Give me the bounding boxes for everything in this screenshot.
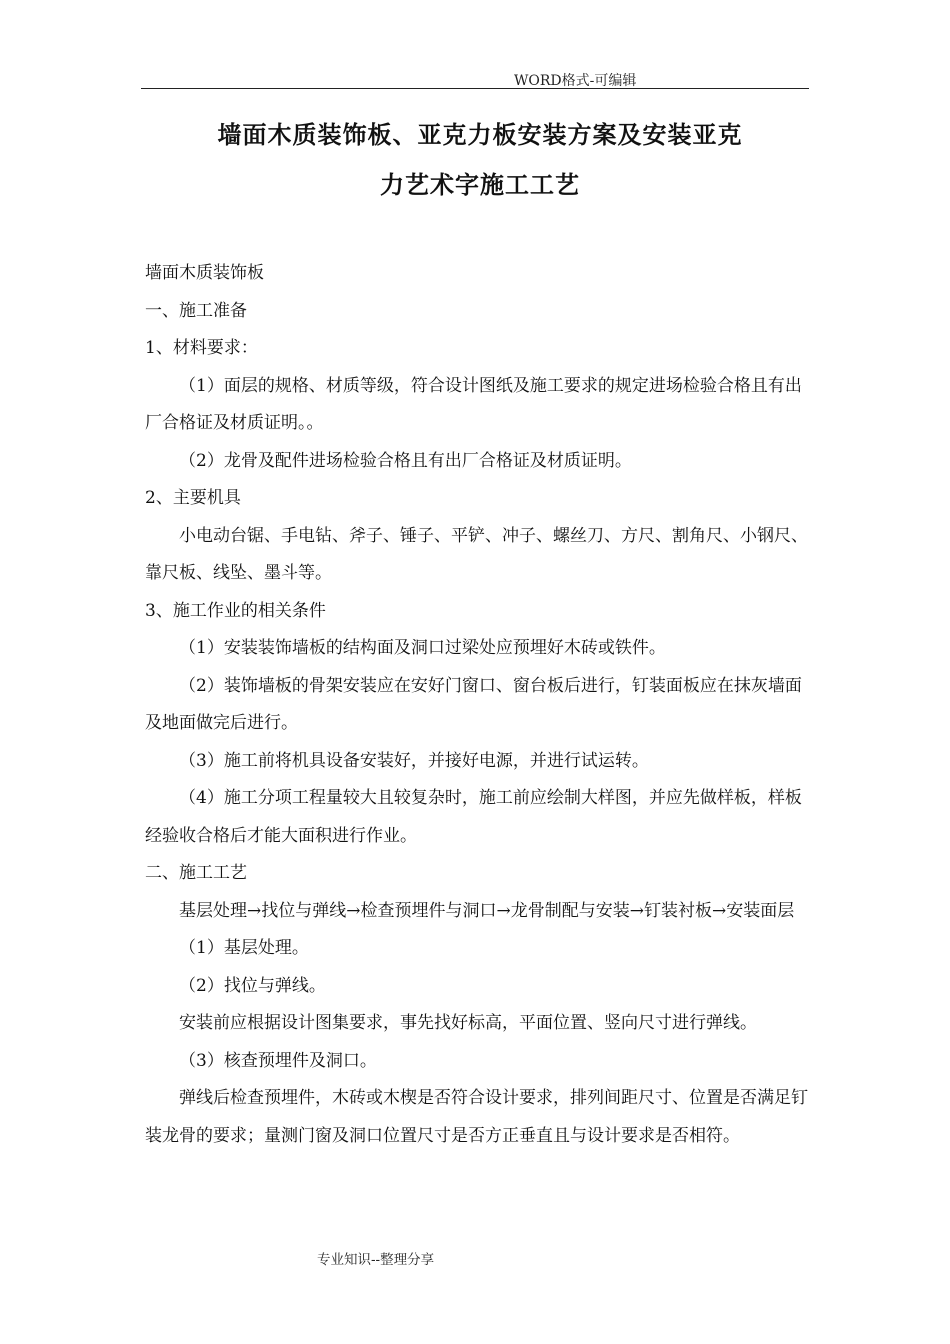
- document-title-line-1: 墙面木质装饰板、亚克力板安装方案及安装亚克: [217, 121, 743, 149]
- paragraph: （2）龙骨及配件进场检验合格且有出厂合格证及材质证明。: [179, 450, 632, 471]
- chapter-heading: 二、施工工艺: [145, 863, 247, 883]
- paragraph: （3）施工前将机具设备安装好，并接好电源，并进行试运转。: [179, 750, 649, 771]
- header-rule: [141, 88, 809, 89]
- paragraph: 弹线后检查预埋件，木砖或木楔是否符合设计要求，排列间距尺寸、位置是否满足钉装龙骨的要求；量测门窗及洞口位置尺寸是否方正垂直且与设计要求是否相符。: [145, 1088, 808, 1146]
- subsection-heading: 1、材料要求：: [145, 338, 258, 358]
- paragraph: （4）施工分项工程量较大且较复杂时，施工前应绘制大样图，并应先做样板，样板经验收合格后才能大面积进行作业。: [145, 788, 802, 846]
- paragraph: （2）找位与弹线。: [179, 975, 326, 996]
- paragraph: （1）安装装饰墙板的结构面及洞口过梁处应预埋好木砖或铁件。: [179, 638, 666, 658]
- paragraph: （3）核查预埋件及洞口。: [179, 1050, 377, 1071]
- paragraph: （2）装饰墙板的骨架安装应在安好门窗口、窗台板后进行，钉装面板应在抹灰墙面及地面做完后进行。: [145, 675, 802, 733]
- subsection-heading: 3、施工作业的相关条件: [145, 600, 326, 621]
- section-heading: 墙面木质装饰板: [145, 263, 264, 283]
- subsection-heading: 2、主要机具: [145, 488, 241, 508]
- paragraph: 安装前应根据设计图集要求，事先找好标高，平面位置、竖向尺寸进行弹线。: [179, 1013, 757, 1033]
- paragraph: 小电动台锯、手电钻、斧子、锤子、平铲、冲子、螺丝刀、方尺、割角尺、小钢尺、靠尺板、线坠、墨斗等。: [145, 525, 808, 583]
- process-flow: 基层处理→找位与弹线→检查预埋件与洞口→龙骨制配与安装→钉装衬板→安装面层: [179, 900, 795, 921]
- document-body: [145, 255, 810, 1155]
- paragraph: （1）基层处理。: [179, 938, 309, 958]
- page-footer: 专业知识--整理分享: [317, 1252, 435, 1268]
- chapter-heading: 一、施工准备: [145, 300, 247, 321]
- document-title-line-2: 力艺术字施工工艺: [380, 171, 580, 199]
- page-header: WORD格式-可编辑: [514, 73, 637, 89]
- paragraph: （1）面层的规格、材质等级，符合设计图纸及施工要求的规定进场检验合格且有出厂合格证及材质证明。。: [145, 375, 802, 433]
